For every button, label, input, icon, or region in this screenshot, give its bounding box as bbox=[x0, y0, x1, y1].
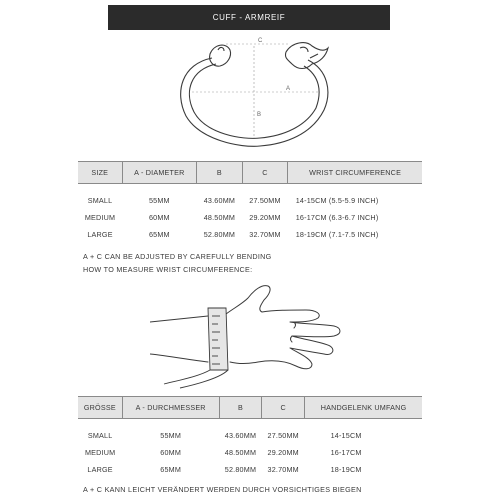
cell-size: MEDIUM bbox=[84, 448, 116, 457]
header-diameter: A - DURCHMESSER bbox=[122, 397, 219, 419]
cell-c: 27.50MM bbox=[249, 196, 281, 205]
header-diameter: A - DIAMETER bbox=[122, 162, 197, 184]
cell-size: SMALL bbox=[87, 431, 113, 440]
table-row bbox=[78, 226, 422, 243]
cell-b: 43.60MM bbox=[203, 196, 236, 205]
cell-c: 32.70MM bbox=[249, 230, 281, 239]
cell-diameter: 65MM bbox=[148, 230, 170, 239]
page-title: CUFF - ARMREIF bbox=[212, 13, 286, 22]
dimension-b-label: B bbox=[257, 112, 262, 118]
cell-b: 48.50MM bbox=[224, 448, 257, 457]
table-row bbox=[78, 461, 422, 478]
cell-b: 52.80MM bbox=[203, 230, 236, 239]
cell-size: MEDIUM bbox=[84, 213, 116, 222]
cell-wrist: 16-17CM bbox=[330, 448, 362, 457]
header-b: B bbox=[219, 397, 262, 419]
cell-diameter: 60MM bbox=[148, 213, 170, 222]
dimension-a-label: A bbox=[286, 86, 291, 92]
header-size: GRÖSSE bbox=[83, 403, 116, 412]
cell-diameter: 55MM bbox=[148, 196, 170, 205]
cell-c: 29.20MM bbox=[267, 448, 299, 457]
header-wrist: HANDGELENK UMFANG bbox=[305, 397, 422, 419]
table-row bbox=[78, 427, 422, 444]
cell-wrist: 18-19CM bbox=[330, 465, 362, 474]
hand-measuring-illustration bbox=[150, 280, 350, 390]
adjust-note-german: A + C KANN LEICHT VERÄNDERT WERDEN DURCH VORSICHTIGES BIEGEN bbox=[83, 485, 362, 494]
cell-b: 48.50MM bbox=[203, 213, 236, 222]
header-c: C bbox=[242, 162, 288, 184]
header-wrist: WRIST CIRCUMFERENCE bbox=[288, 162, 422, 184]
cell-size: LARGE bbox=[87, 230, 113, 239]
cell-size: SMALL bbox=[87, 196, 113, 205]
table-row bbox=[78, 192, 422, 209]
cell-wrist: 16-17CM (6.3-6.7 INCH) bbox=[295, 213, 379, 222]
table-header-row bbox=[78, 397, 422, 419]
title-banner bbox=[108, 5, 390, 30]
cell-wrist: 14-15CM (5.5-5.9 INCH) bbox=[295, 196, 379, 205]
cell-c: 29.20MM bbox=[249, 213, 281, 222]
header-b: B bbox=[197, 162, 243, 184]
table-header-row bbox=[78, 162, 422, 184]
cell-c: 27.50MM bbox=[267, 431, 299, 440]
cell-c: 32.70MM bbox=[267, 465, 299, 474]
cell-diameter: 60MM bbox=[160, 448, 182, 457]
cell-diameter: 65MM bbox=[160, 465, 182, 474]
hand-outline bbox=[226, 286, 340, 369]
cell-wrist: 14-15CM bbox=[330, 431, 362, 440]
cell-b: 52.80MM bbox=[224, 465, 257, 474]
cell-size: LARGE bbox=[87, 465, 113, 474]
size-table-english bbox=[78, 161, 422, 243]
cell-diameter: 55MM bbox=[160, 431, 182, 440]
size-table-german bbox=[78, 396, 422, 478]
measure-heading: HOW TO MEASURE WRIST CIRCUMFERENCE: bbox=[83, 265, 253, 274]
cell-b: 43.60MM bbox=[224, 431, 257, 440]
header-size: SIZE bbox=[91, 168, 109, 177]
forearm-outline bbox=[150, 316, 208, 362]
dimension-c-label: C bbox=[258, 38, 263, 44]
table-row bbox=[78, 444, 422, 461]
cuff-diagram bbox=[160, 30, 340, 150]
adjust-note: A + C CAN BE ADJUSTED BY CAREFULLY BENDING bbox=[83, 252, 272, 261]
table-row bbox=[78, 209, 422, 226]
header-c: C bbox=[262, 397, 305, 419]
cell-wrist: 18-19CM (7.1-7.5 INCH) bbox=[295, 230, 379, 239]
cuff-right-terminal bbox=[285, 43, 328, 69]
